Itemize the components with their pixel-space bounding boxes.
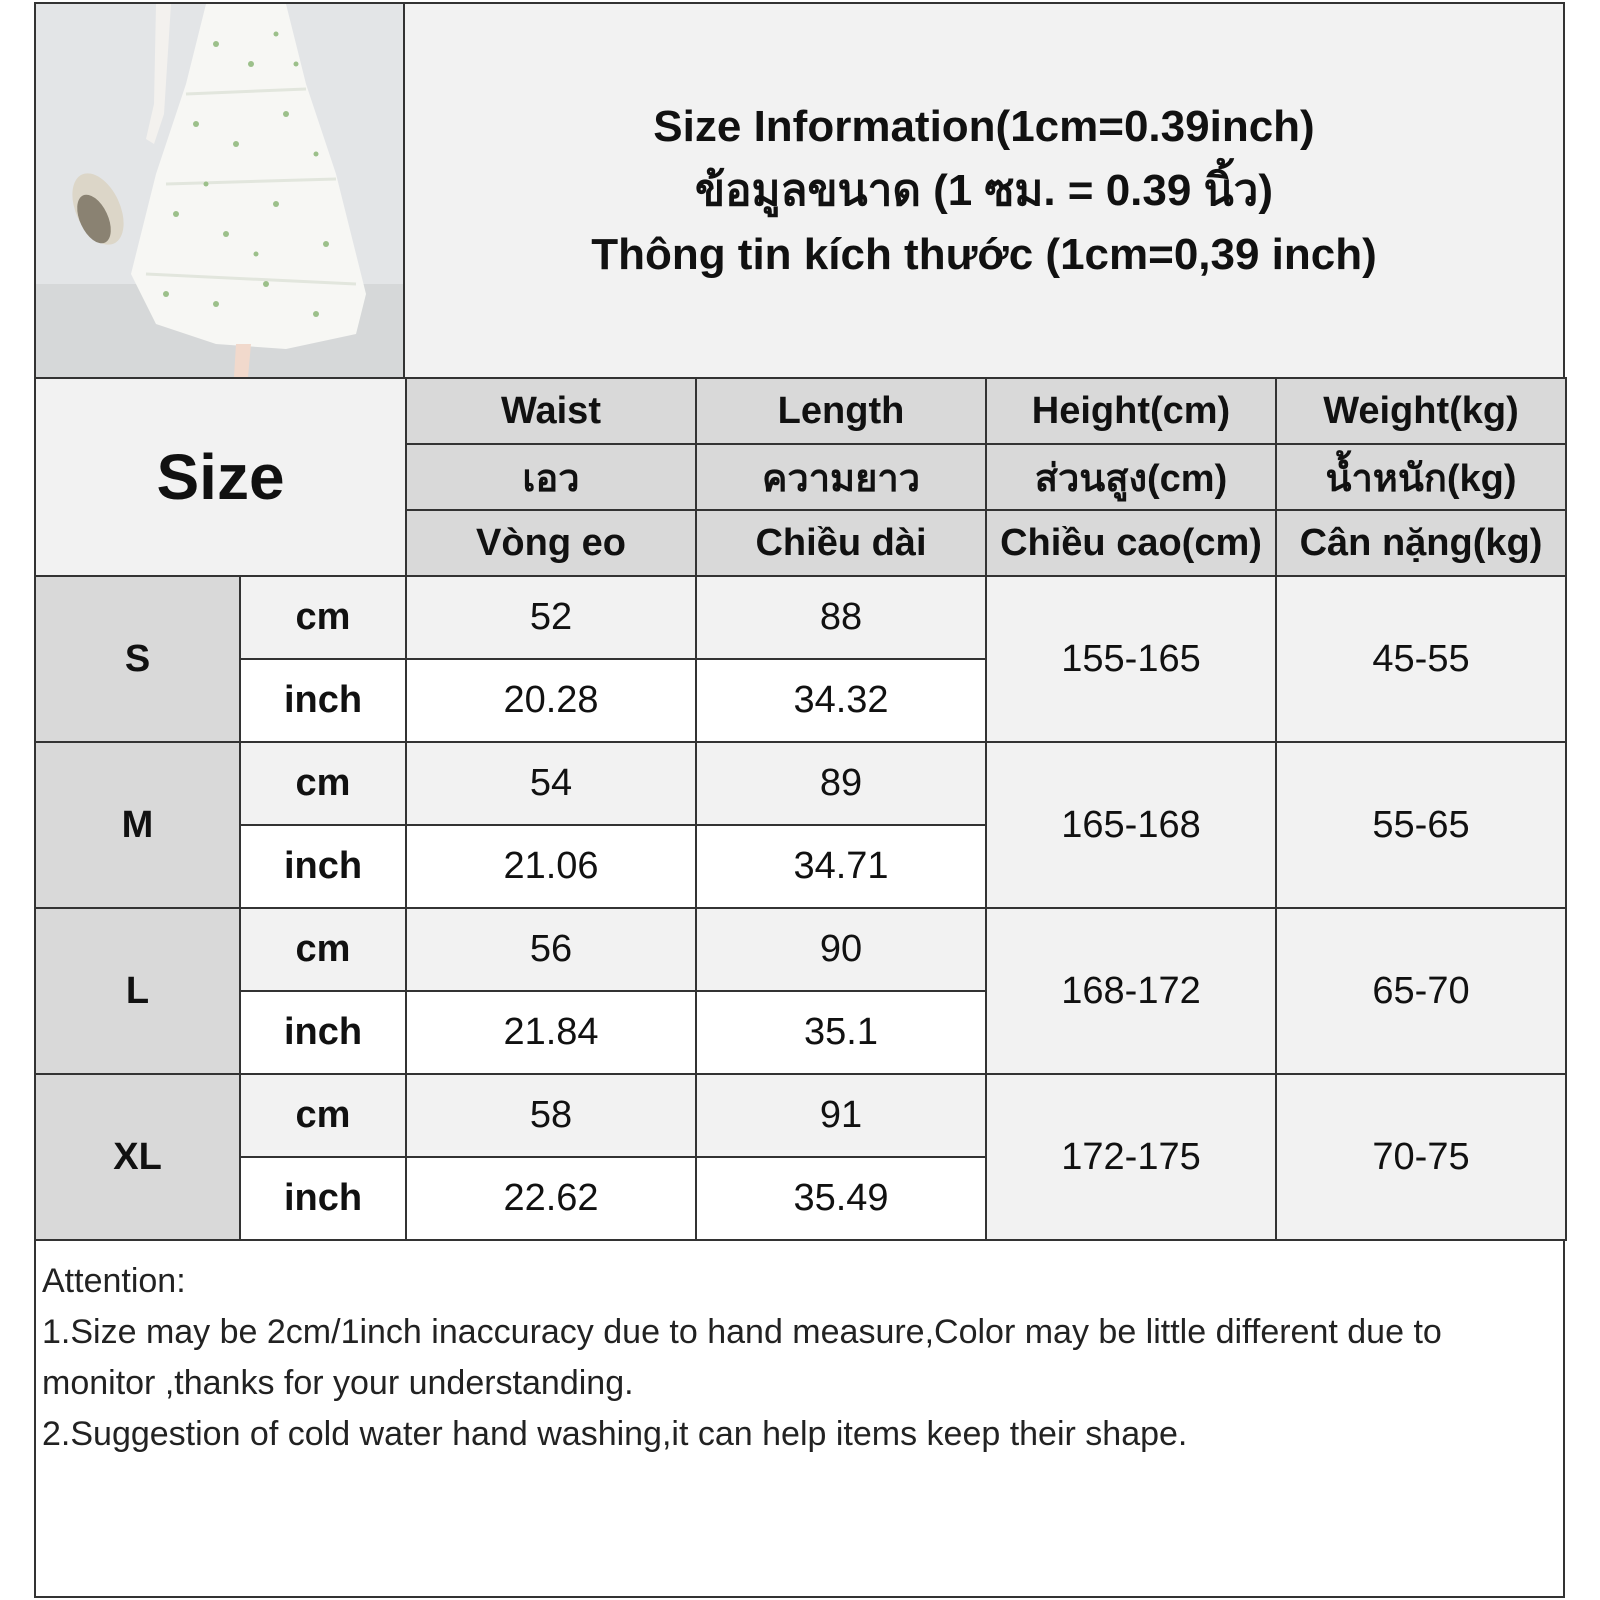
header-height-en: Height(cm) <box>986 378 1276 444</box>
header-weight-th: น้ำหนัก(kg) <box>1276 444 1566 510</box>
header-waist-vi: Vòng eo <box>406 510 696 576</box>
table-row <box>35 576 1566 659</box>
header-length-th: ความยาว <box>696 444 986 510</box>
size-information-title <box>405 4 1563 377</box>
header-height-th: ส่วนสูง(cm) <box>986 444 1276 510</box>
table-row <box>35 742 1566 825</box>
length-inch: 34.32 <box>696 659 986 742</box>
length-inch: 35.49 <box>696 1157 986 1240</box>
weight-range: 45-55 <box>1276 576 1566 742</box>
header-length-en: Length <box>696 378 986 444</box>
attention-heading: Attention: <box>42 1262 186 1300</box>
header-waist-en: Waist <box>406 378 696 444</box>
unit-label-cm: cm <box>240 576 406 659</box>
header-weight-en: Weight(kg) <box>1276 378 1566 444</box>
length-inch: 34.71 <box>696 825 986 908</box>
waist-inch: 21.84 <box>406 991 696 1074</box>
waist-cm: 56 <box>406 908 696 991</box>
unit-label-cm: cm <box>240 742 406 825</box>
waist-cm: 58 <box>406 1074 696 1157</box>
length-inch: 35.1 <box>696 991 986 1074</box>
size-label: S <box>35 576 240 742</box>
size-label: M <box>35 742 240 908</box>
waist-inch: 22.62 <box>406 1157 696 1240</box>
header-length-vi: Chiều dài <box>696 510 986 576</box>
unit-label-inch: inch <box>240 1157 406 1240</box>
size-table <box>34 377 1567 1241</box>
waist-cm: 54 <box>406 742 696 825</box>
waist-inch: 20.28 <box>406 659 696 742</box>
attention-note-measure: 1.Size may be 2cm/1inch inaccuracy due to hand measure,Color may be little different due to monitor ,thanks for your understanding. <box>42 1313 1442 1402</box>
attention-note-washing: 2.Suggestion of cold water hand washing,it can help items keep their shape. <box>42 1415 1188 1453</box>
length-cm: 91 <box>696 1074 986 1157</box>
header-waist-th: เอว <box>406 444 696 510</box>
weight-range: 70-75 <box>1276 1074 1566 1240</box>
height-range: 172-175 <box>986 1074 1276 1240</box>
length-cm: 89 <box>696 742 986 825</box>
height-range: 165-168 <box>986 742 1276 908</box>
unit-label-inch: inch <box>240 991 406 1074</box>
length-cm: 88 <box>696 576 986 659</box>
waist-inch: 21.06 <box>406 825 696 908</box>
weight-range: 65-70 <box>1276 908 1566 1074</box>
table-row <box>35 1074 1566 1157</box>
title-thai: ข้อมูลขนาด (1 ซม. = 0.39 นิ้ว) <box>694 165 1273 215</box>
height-range: 168-172 <box>986 908 1276 1074</box>
header-height-vi: Chiều cao(cm) <box>986 510 1276 576</box>
weight-range: 55-65 <box>1276 742 1566 908</box>
waist-cm: 52 <box>406 576 696 659</box>
size-column-header: Size <box>35 378 406 576</box>
table-row <box>35 908 1566 991</box>
attention-notes <box>42 1256 1552 1460</box>
height-range: 155-165 <box>986 576 1276 742</box>
unit-label-cm: cm <box>240 908 406 991</box>
title-english: Size Information(1cm=0.39inch) <box>653 101 1315 151</box>
product-photo <box>36 4 405 377</box>
unit-label-inch: inch <box>240 659 406 742</box>
size-label: XL <box>35 1074 240 1240</box>
unit-label-cm: cm <box>240 1074 406 1157</box>
length-cm: 90 <box>696 908 986 991</box>
header-weight-vi: Cân nặng(kg) <box>1276 510 1566 576</box>
size-label: L <box>35 908 240 1074</box>
header-row-english <box>35 378 1566 444</box>
title-vietnamese: Thông tin kích thước (1cm=0,39 inch) <box>591 229 1377 279</box>
unit-label-inch: inch <box>240 825 406 908</box>
